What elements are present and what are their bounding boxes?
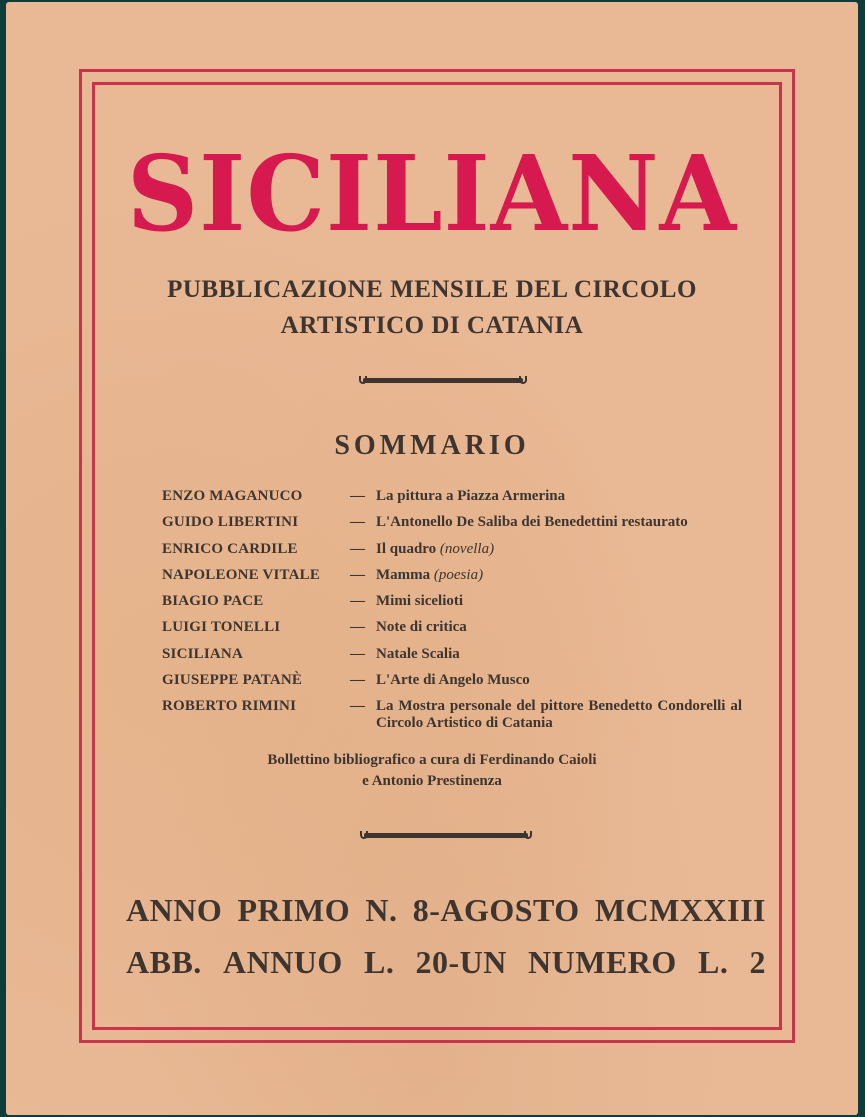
toc-author: GUIDO LIBERTINI — [162, 514, 299, 531]
toc-dash: — — [350, 593, 365, 610]
subscription-price-line: ABB. ANNUO L. 20-UN NUMERO L. 2 — [126, 944, 766, 980]
toc-title: L'Arte di Angelo Musco — [376, 672, 530, 689]
toc-author: NAPOLEONE VITALE — [162, 566, 321, 583]
toc-author: SICILIANA — [162, 645, 243, 662]
toc-entry — [162, 593, 742, 619]
toc-author: ENZO MAGANUCO — [162, 488, 303, 504]
toc-entry — [162, 672, 742, 698]
toc-genre-note: (poesia) — [433, 566, 484, 583]
toc-author: ENRICO CARDILE — [162, 540, 298, 557]
toc-entry — [162, 619, 742, 645]
toc-title: Note di critica — [376, 619, 467, 636]
toc-dash: — — [350, 619, 365, 636]
toc-genre-note: (novella) — [439, 540, 495, 557]
toc-title: Il quadro (novella) — [376, 540, 495, 557]
toc-dash: — — [350, 566, 365, 583]
toc-dash: — — [350, 698, 365, 715]
toc-dash: — — [350, 488, 365, 504]
toc-dash: — — [350, 645, 365, 662]
toc-author: LUIGI TONELLI — [162, 619, 281, 636]
ornamental-rule-icon — [364, 833, 528, 838]
toc-dash: — — [350, 672, 365, 689]
bibliography-note: Bollettino bibliografico a cura di Ferdinando Caioli e Antonio Prestinenza — [267, 752, 597, 789]
masthead-title: SICILIANA — [126, 132, 738, 255]
ornamental-rule-icon — [363, 378, 523, 383]
toc-dash: — — [350, 514, 365, 531]
magazine-cover — [6, 2, 858, 1115]
issue-line: ANNO PRIMO N. 8-AGOSTO MCMXXIII — [126, 892, 766, 928]
toc-entry — [162, 514, 742, 540]
toc-entry — [162, 567, 742, 593]
toc-entry — [162, 646, 742, 672]
toc-title: Mamma (poesia) — [376, 566, 484, 583]
toc-author: ROBERTO RIMINI — [162, 698, 297, 715]
table-of-contents — [162, 488, 742, 738]
toc-author: BIAGIO PACE — [162, 593, 264, 610]
toc-title: Natale Scalia — [376, 645, 460, 662]
toc-entry — [162, 698, 742, 738]
toc-author: GIUSEPPE PATANÈ — [162, 672, 303, 689]
toc-title: Mimi sicelioti — [376, 593, 464, 610]
contents-heading: SOMMARIO — [334, 430, 530, 461]
toc-dash: — — [350, 540, 365, 557]
masthead-subtitle-line1: PUBBLICAZIONE MENSILE DEL CIRCOLO — [167, 276, 697, 303]
toc-entry — [162, 541, 742, 567]
masthead-subtitle-line2: ARTISTICO DI CATANIA — [280, 312, 584, 339]
toc-title: L'Antonello De Saliba dei Benedettini restaurato — [376, 514, 688, 531]
toc-entry — [162, 488, 742, 514]
toc-title: La pittura a Piazza Armerina — [376, 488, 566, 504]
toc-title: La Mostra personale del pittore Benedetto Condorelli al Circolo Artistico di Catania — [376, 698, 742, 732]
